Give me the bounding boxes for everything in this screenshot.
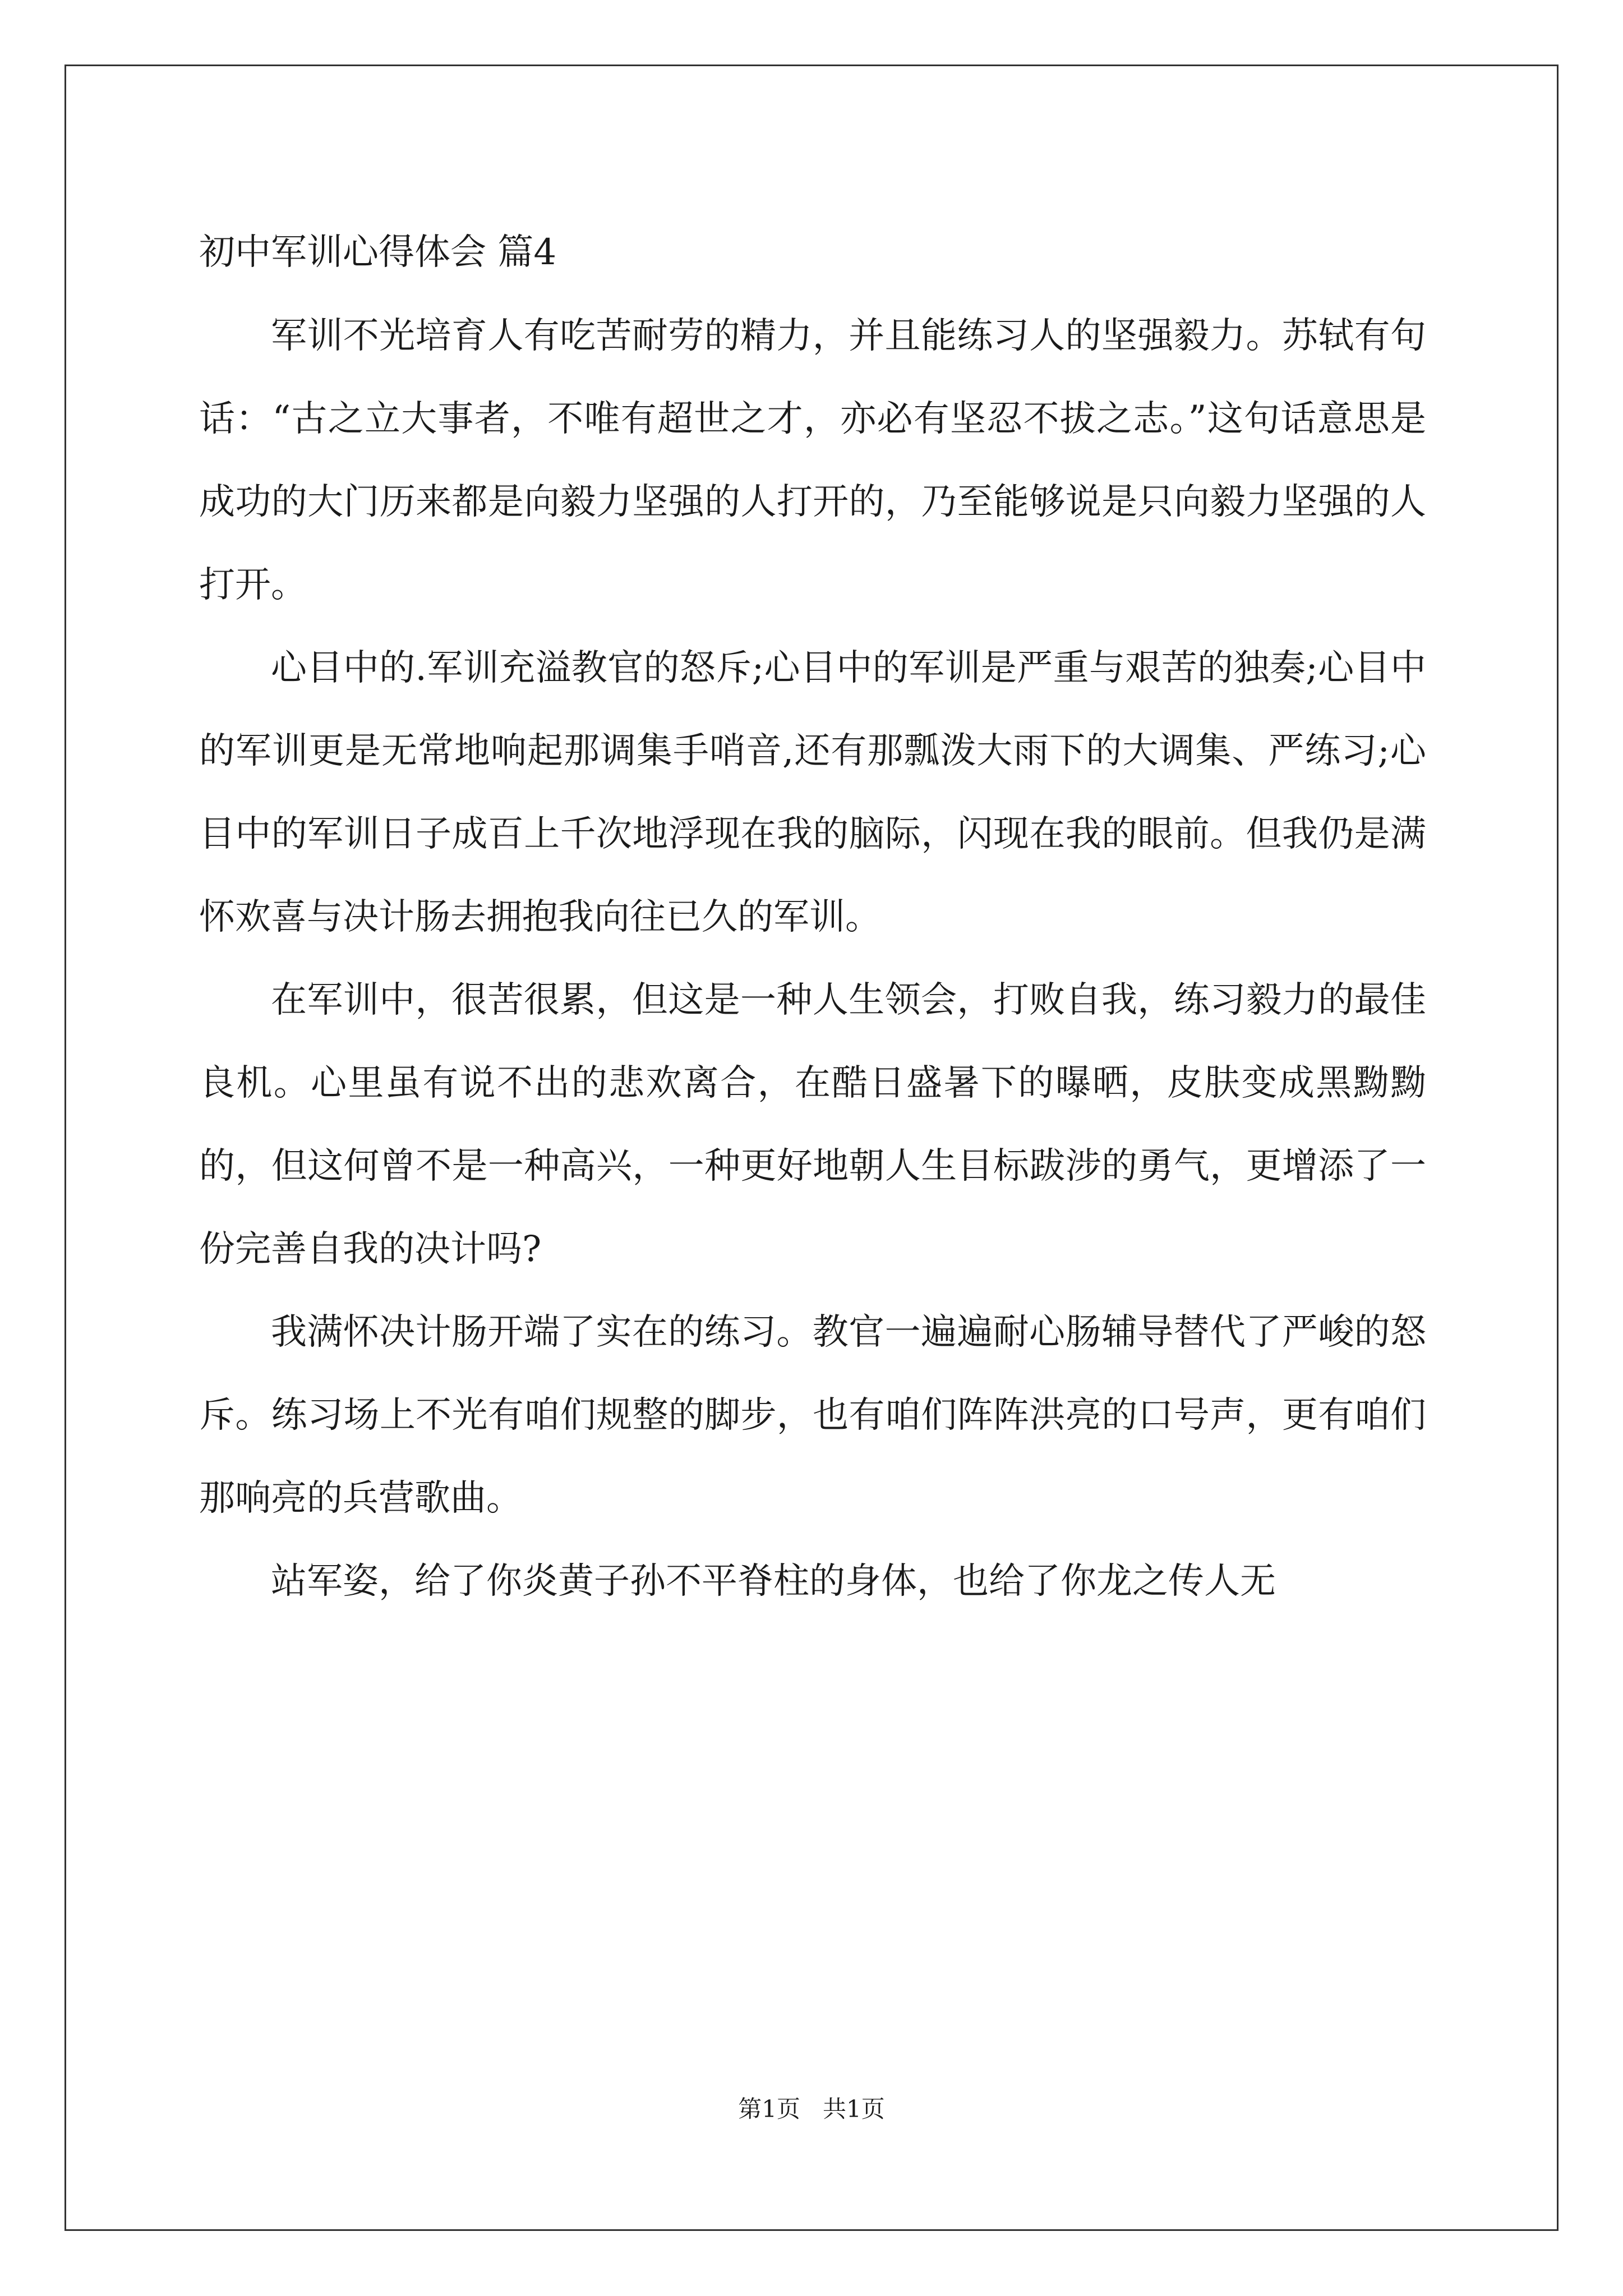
paragraph-3: 在军训中，很苦很累，但这是一种人生领会，打败自我，练习毅力的最佳良机。心里虽有说不出的悲欢离合，在酷日盛暑下的曝晒，皮肤变成黑黝黝的，但这何曾不是一种高兴，一种更好地朝人生目标跋涉的勇气，更增添了一份完善自我的决计吗? — [199, 979, 1426, 1270]
document-body — [199, 295, 1426, 1623]
page-number: 第1页 — [738, 2095, 800, 2123]
page-total: 共1页 — [823, 2095, 885, 2123]
document-title: 初中军训心得体会 篇4 — [199, 232, 557, 273]
paragraph-1: 军训不光培育人有吃苦耐劳的精力，并且能练习人的坚强毅力。苏轼有句话：“古之立大事者，不唯有超世之才，亦必有坚忍不拔之志。”这句话意思是成功的大门历来都是向毅力坚强的人打开的，乃至能够说是只向毅力坚强的人打开。 — [199, 315, 1426, 606]
paragraph-4: 我满怀决计肠开端了实在的练习。教官一遍遍耐心肠辅导替代了严峻的怒斥。练习场上不光有咱们规整的脚步，也有咱们阵阵洪亮的口号声，更有咱们那响亮的兵营歌曲。 — [199, 1312, 1426, 1519]
paragraph-5: 站军姿，给了你炎黄子孙不平脊柱的身体，也给了你龙之传人无 — [271, 1561, 1276, 1602]
page-footer — [0, 2092, 1623, 2126]
paragraph-2: 心目中的.军训充溢教官的怒斥;心目中的军训是严重与艰苦的独奏;心目中的军训更是无常地响起那调集手哨音,还有那瓢泼大雨下的大调集、严练习;心目中的军训日子成百上千次地浮现在我的脑际，闪现在我的眼前。但我仍是满怀欢喜与决计肠去拥抱我向往已久的军训。 — [199, 647, 1426, 938]
